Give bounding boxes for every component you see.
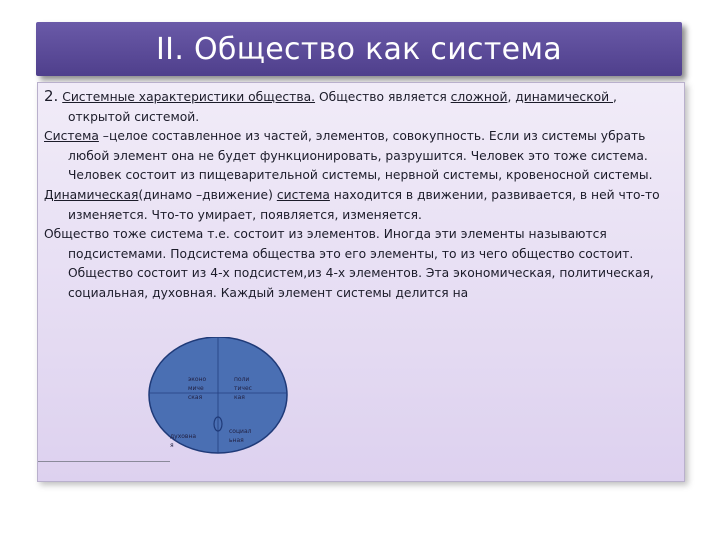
term-system-2: система — [276, 187, 330, 202]
divider-line — [38, 461, 170, 462]
paragraph-number: 2. — [44, 87, 59, 105]
slide-title: II. Общество как система — [156, 31, 562, 67]
body-text — [44, 87, 680, 304]
systemic-characteristics-link[interactable]: Системные характеристики общества. — [62, 90, 316, 104]
paragraph-4: Общество тоже система т.е. состоит из элементов. Иногда эти элементы называются подсистемами. Подсистема общества это его элементы, то из чего общество состоит. Общество состоит из 4-х подсистем,из 4-х элементов. Эта экономическая, политическая, социальная, духовная. Каждый элемент системы делится на — [44, 227, 654, 300]
p1-text: Общество является — [315, 90, 451, 104]
term-system: Система — [44, 129, 99, 144]
paragraph-1 — [44, 87, 680, 127]
p2-text: –целое составленное из частей, элементов, совокупность. Если из системы убрать любой элемент она не будет функционировать, разрушится. Человек это тоже система. Человек состоит из пищеварительной системы, нервной системы, кровеносной системы. — [68, 129, 653, 183]
p3-text: находится в движении, развивается, в ней что-то изменяется. Что-то умирает, появляется, изменяется. — [68, 187, 660, 222]
society-subsystems-diagram — [148, 337, 328, 467]
slide-title-bar — [36, 22, 682, 76]
p3-mid: (динамо –движение) — [138, 187, 277, 202]
p1-sep: , — [507, 90, 516, 104]
label-political: поли тичес кая — [234, 376, 252, 401]
p1-end: , открытой системой. — [68, 90, 617, 124]
label-spiritual: духовна я — [170, 433, 197, 449]
term-dynamic: динамической — [515, 90, 614, 104]
label-social: социал ьная — [229, 428, 252, 444]
term-dynamic-system: Динамическая — [44, 187, 139, 202]
label-economic: эконо миче ская — [188, 376, 207, 401]
term-complex: сложной — [450, 90, 508, 104]
content-panel — [37, 82, 685, 482]
paragraph-2 — [44, 127, 680, 186]
paragraph-3 — [44, 186, 680, 225]
